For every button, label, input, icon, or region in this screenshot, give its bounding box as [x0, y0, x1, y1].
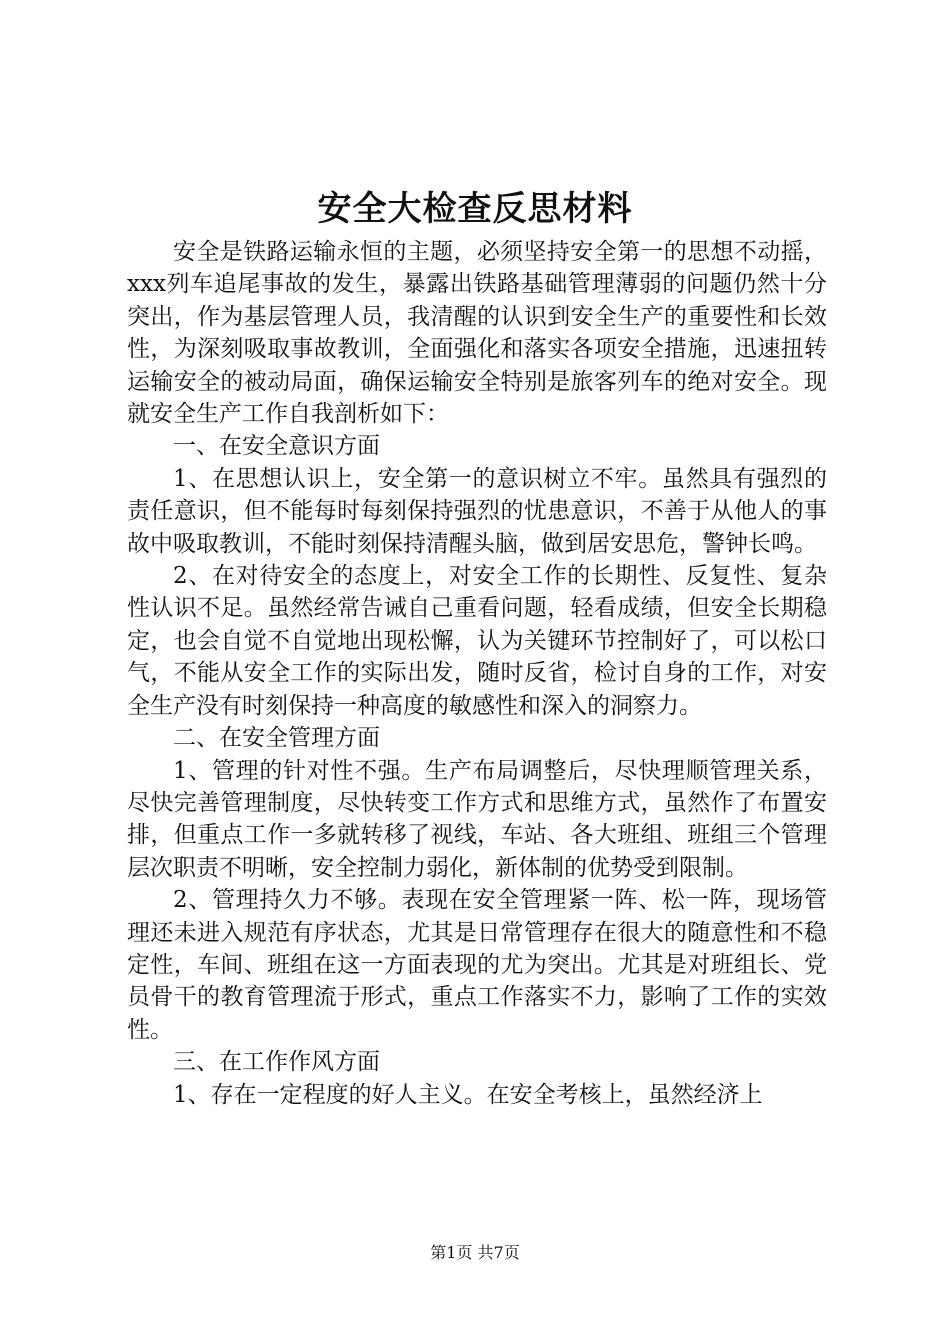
paragraph-awareness-2: 2、在对待安全的态度上，对安全工作的长期性、反复性、复杂性认识不足。虽然经常告诫自己重看问题，轻看成绩，但安全长期稳定，也会自觉不自觉地出现松懈，认为关键环节控制好了，可以松口气，不能从安全工作的实际出发，随时反省，检讨自身的工作，对安全生产没有时刻保持一种高度的敏感性和深入的洞察力。: [127, 563, 827, 719]
section-heading-work-style: 三、在工作作风方面: [173, 1049, 380, 1076]
section-heading-safety-management: 二、在安全管理方面: [173, 725, 380, 752]
paragraph-work-style-1: 1、存在一定程度的好人主义。在安全考核上，虽然经济上: [173, 1081, 763, 1108]
paragraph-management-1: 1、管理的针对性不强。生产布局调整后，尽快理顺管理关系，尽快完善管理制度，尽快转变工作方式和思维方式，虽然作了布置安排，但重点工作一多就转移了视线，车站、各大班组、班组三个管理层次职责不明晰，安全控制力弱化，新体制的优势受到限制。: [127, 757, 827, 881]
document-title: 安全大检查反思材料: [317, 189, 633, 229]
document-body: [127, 236, 827, 1111]
page-number-footer: 第1页 共7页: [430, 1243, 520, 1262]
paragraph-management-2: 2、管理持久力不够。表现在安全管理紧一阵、松一阵，现场管理还未进入规范有序状态，尤其是日常管理存在很大的随意性和不稳定性，车间、班组在这一方面表现的尤为突出。尤其是对班组长、党员骨干的教育管理流于形式，重点工作落实不力，影响了工作的实效性。: [127, 887, 827, 1043]
paragraph-awareness-1: 1、在思想认识上，安全第一的意识树立不牢。虽然具有强烈的责任意识，但不能每时每刻保持强烈的忧患意识，不善于从他人的事故中吸取教训，不能时刻保持清醒头脑，做到居安思危，警钟长鸣。: [127, 465, 827, 557]
paragraph-intro: 安全是铁路运输永恒的主题，必须坚持安全第一的思想不动摇，xxx列车追尾事故的发生，暴露出铁路基础管理薄弱的问题仍然十分突出，作为基层管理人员，我清醒的认识到安全生产的重要性和长效性，为深刻吸取事故教训，全面强化和落实各项安全措施，迅速扭转运输安全的被动局面，确保运输安全特别是旅客列车的绝对安全。现就安全生产工作自我剖析如下：: [127, 239, 827, 428]
section-heading-safety-awareness: 一、在安全意识方面: [173, 433, 380, 460]
